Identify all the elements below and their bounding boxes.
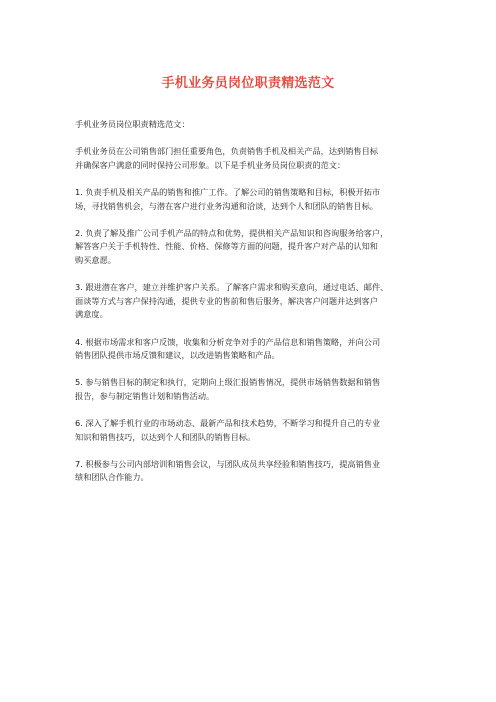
duty-item-4: 4. 根据市场需求和客户反馈，收集和分析竞争对手的产品信息和销售策略，并向公司 销售团队提供市场反馈和建议，以改进销售策略和产品。 <box>75 336 381 361</box>
duty-item-5: 5. 参与销售目标的制定和执行，定期向上级汇报销售情况，提供市场销售数据和销售 报告，参与制定销售计划和销售活动。 <box>75 377 381 401</box>
duty-item-6: 6. 深入了解手机行业的市场动态、最新产品和技术趋势，不断学习和提升自己的专业 知识和销售技巧，以达到个人和团队的销售目标。 <box>75 418 381 442</box>
document-title: 手机业务员岗位职责精选范文 <box>161 76 335 91</box>
intro-paragraph: 手机业务员在公司销售部门担任重要角色，负责销售手机及相关产品，达到销售目标 并确保客户满意的同时保持公司形象。以下是手机业务员岗位职责的范文： <box>75 146 378 170</box>
document-body <box>75 118 445 499</box>
duty-item-3: 3. 跟进潜在客户，建立并维护客户关系。了解客户需求和购买意向，通过电话、邮件、 面谈等方式与客户保持沟通，提供专业的售前和售后服务，解决客户问题并达到客户 满意度。 <box>75 282 389 320</box>
duty-item-2: 2. 负责了解及推广公司手机产品的特点和优势，提供相关产品知识和咨询服务给客户， 解答客户关于手机特性、性能、价格、保修等方面的问题，提升客户对产品的认知和 购买意愿。 <box>75 227 389 265</box>
duty-item-7: 7. 积极参与公司内部培训和销售会议，与团队成员共享经验和销售技巧，提高销售业 绩和团队合作能力。 <box>75 458 381 483</box>
intro-heading: 手机业务员岗位职责精选范文： <box>75 119 190 129</box>
duty-item-1: 1. 负责手机及相关产品的销售和推广工作。了解公司的销售策略和目标，积极开拓市 场，寻找销售机会，与潜在客户进行业务沟通和洽谈，达到个人和团队的销售目标。 <box>75 186 381 211</box>
